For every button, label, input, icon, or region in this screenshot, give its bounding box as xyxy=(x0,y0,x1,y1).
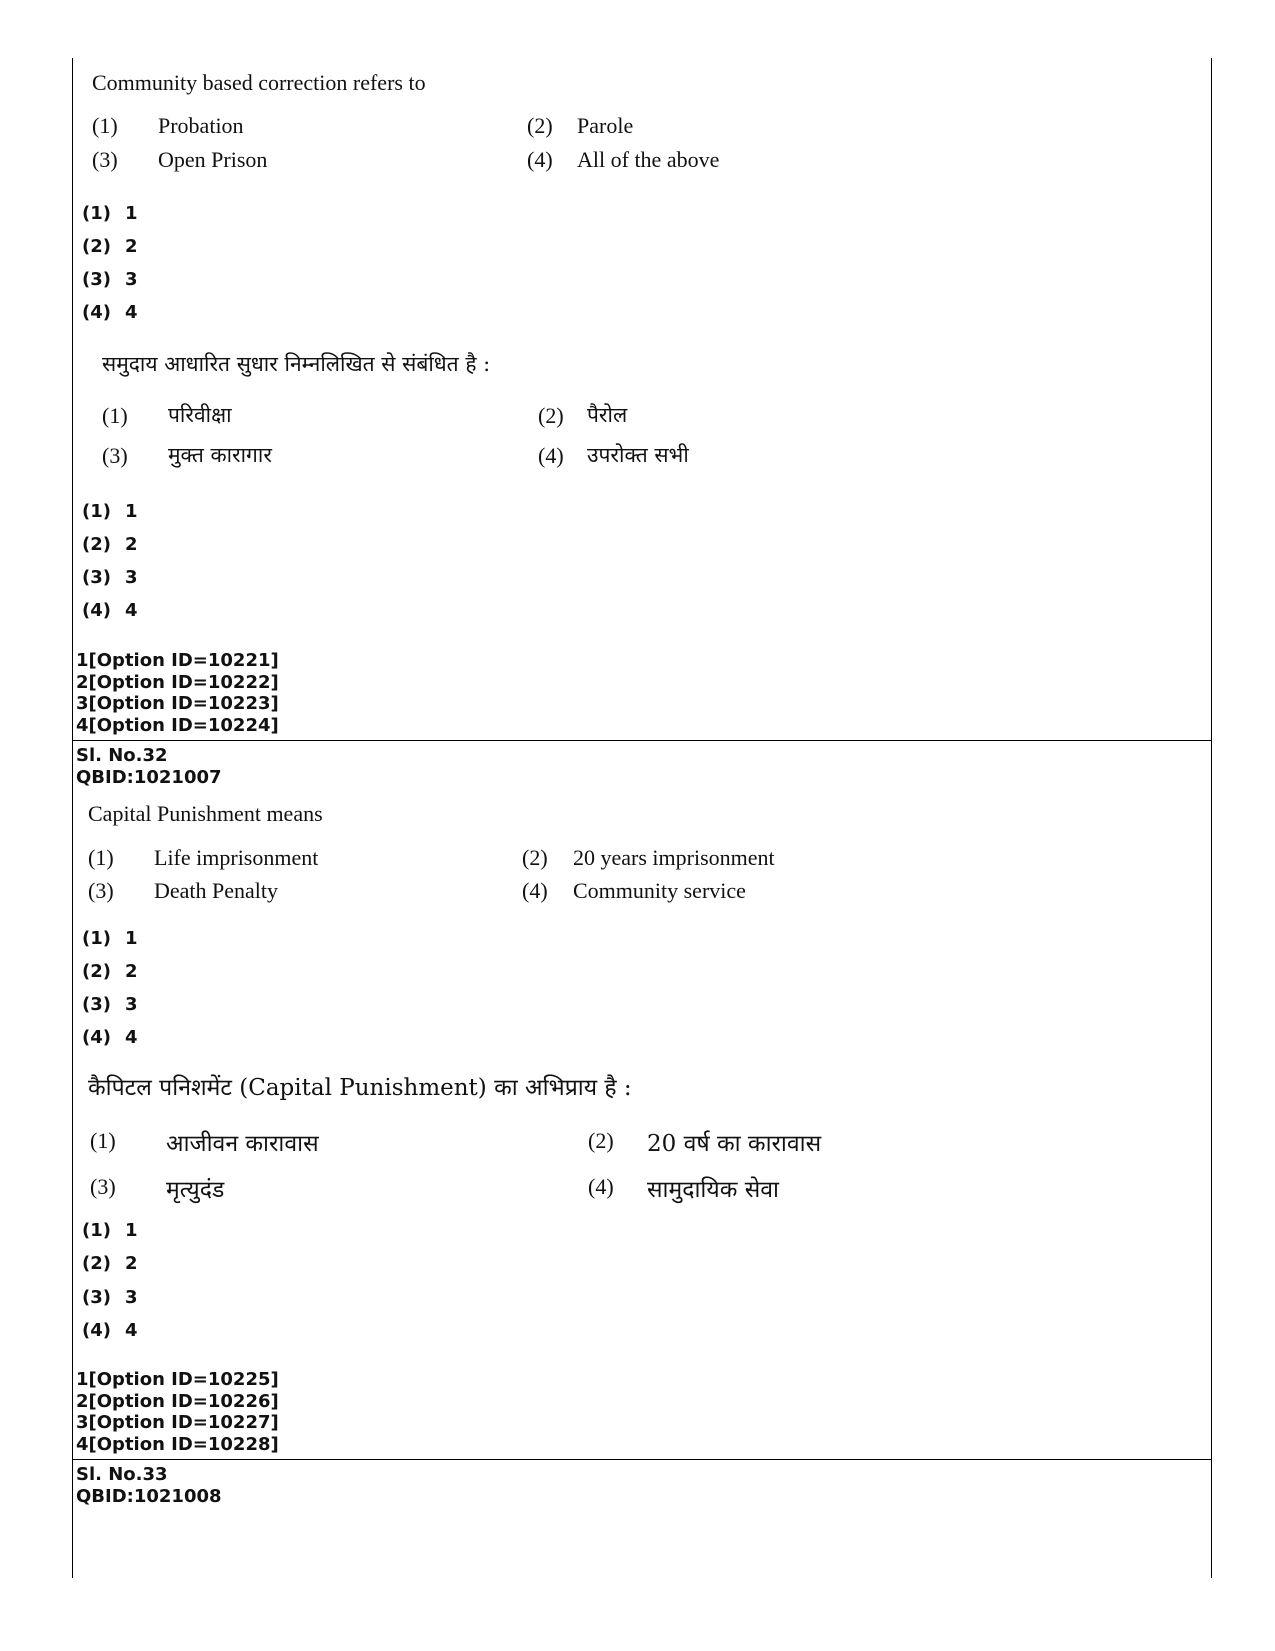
answer-value: 4 xyxy=(124,1027,138,1048)
section-divider xyxy=(72,740,1212,741)
option-text: Probation xyxy=(158,113,244,138)
answer-number: (2) xyxy=(82,1253,111,1274)
answer-choice[interactable] xyxy=(82,236,138,257)
answer-choice[interactable] xyxy=(82,994,138,1015)
option-id-list xyxy=(76,650,279,736)
answer-choice[interactable] xyxy=(82,269,138,290)
answer-number: (1) xyxy=(82,1220,111,1241)
answer-value: 3 xyxy=(124,269,138,290)
answer-choice[interactable] xyxy=(82,1027,138,1048)
answer-number: (3) xyxy=(82,1287,111,1308)
option-text: 20 वर्ष का कारावास xyxy=(647,1131,822,1157)
answer-number: (2) xyxy=(82,534,111,555)
option-number: (2) xyxy=(522,845,548,870)
option-text: उपरोक्त सभी xyxy=(587,443,689,467)
option-number: (2) xyxy=(538,403,564,428)
answer-value: 2 xyxy=(124,1253,138,1274)
option-id-list xyxy=(76,1369,279,1455)
answer-number: (2) xyxy=(82,961,111,982)
option-text: Life imprisonment xyxy=(154,845,319,870)
option-id: 2[Option ID=10222] xyxy=(76,671,279,693)
option-number: (3) xyxy=(88,878,114,903)
option-number: (1) xyxy=(88,845,114,870)
answer-value: 4 xyxy=(124,1320,138,1341)
question-stem-en: Community based correction refers to xyxy=(92,70,426,95)
answer-value: 1 xyxy=(124,1220,138,1241)
qbid: QBID:1021008 xyxy=(76,1485,222,1507)
answer-value: 2 xyxy=(124,961,138,982)
answer-value: 2 xyxy=(124,236,138,257)
option-number: (1) xyxy=(90,1128,116,1153)
option-text: पैरोल xyxy=(587,403,628,427)
option-text: परिवीक्षा xyxy=(168,403,232,427)
answer-choice[interactable] xyxy=(82,1220,138,1241)
answer-value: 3 xyxy=(124,1287,138,1308)
answer-number: (3) xyxy=(82,269,111,290)
option-id: 4[Option ID=10224] xyxy=(76,714,279,736)
option-text: मृत्युदंड xyxy=(166,1177,225,1203)
answer-number: (4) xyxy=(82,600,111,621)
option-id: 3[Option ID=10227] xyxy=(76,1412,279,1433)
answer-number: (4) xyxy=(82,302,111,323)
question-stem-hi: समुदाय आधारित सुधार निम्नलिखित से संबंधित है : xyxy=(102,352,491,376)
serial-number: Sl. No.33 xyxy=(76,1464,168,1485)
answer-value: 3 xyxy=(124,567,138,588)
serial-number: Sl. No.32 xyxy=(76,745,168,766)
answer-value: 4 xyxy=(124,600,138,621)
answer-choice[interactable] xyxy=(82,501,138,522)
answer-number: (1) xyxy=(82,928,111,949)
answer-choice[interactable] xyxy=(82,567,138,588)
option-text: Death Penalty xyxy=(154,878,279,903)
option-text: All of the above xyxy=(577,147,720,172)
answer-value: 2 xyxy=(124,534,138,555)
answer-number: (3) xyxy=(82,994,111,1015)
answer-number: (4) xyxy=(82,1027,111,1048)
option-text: आजीवन कारावास xyxy=(166,1131,319,1157)
option-number: (2) xyxy=(588,1128,614,1153)
answer-choice[interactable] xyxy=(82,302,138,323)
option-number: (4) xyxy=(538,443,564,468)
answer-choice[interactable] xyxy=(82,1253,138,1274)
option-number: (1) xyxy=(102,403,128,428)
answer-choice[interactable] xyxy=(82,1287,138,1308)
option-id: 3[Option ID=10223] xyxy=(76,693,279,714)
question-stem-hi: कैपिटल पनिशमेंट (Capital Punishment) का अभिप्राय है : xyxy=(88,1075,632,1101)
option-number: (1) xyxy=(92,113,118,138)
option-text: Open Prison xyxy=(158,147,268,172)
answer-number: (2) xyxy=(82,236,111,257)
question-header xyxy=(76,745,222,788)
option-text: Community service xyxy=(573,878,746,903)
section-divider xyxy=(72,1459,1212,1460)
answer-choice[interactable] xyxy=(82,534,138,555)
option-number: (4) xyxy=(588,1174,614,1199)
option-id: 4[Option ID=10228] xyxy=(76,1433,279,1455)
option-id: 2[Option ID=10226] xyxy=(76,1390,279,1412)
option-text: मुक्त कारागार xyxy=(168,443,272,467)
answer-number: (1) xyxy=(82,203,111,224)
answer-value: 1 xyxy=(124,203,138,224)
option-number: (3) xyxy=(102,443,128,468)
answer-value: 1 xyxy=(124,928,138,949)
answer-number: (3) xyxy=(82,567,111,588)
option-id: 1[Option ID=10225] xyxy=(76,1369,279,1390)
option-number: (3) xyxy=(92,147,118,172)
option-id: 1[Option ID=10221] xyxy=(76,650,279,671)
answer-number: (1) xyxy=(82,501,111,522)
option-number: (3) xyxy=(90,1174,116,1199)
option-number: (2) xyxy=(527,113,553,138)
answer-choice[interactable] xyxy=(82,928,138,949)
answer-choice[interactable] xyxy=(82,203,138,224)
answer-value: 3 xyxy=(124,994,138,1015)
answer-choice[interactable] xyxy=(82,1320,138,1341)
answer-choice[interactable] xyxy=(82,961,138,982)
option-text: सामुदायिक सेवा xyxy=(647,1177,779,1203)
answer-value: 4 xyxy=(124,302,138,323)
answer-value: 1 xyxy=(124,501,138,522)
qbid: QBID:1021007 xyxy=(76,766,222,788)
option-number: (4) xyxy=(527,147,553,172)
question-stem-en: Capital Punishment means xyxy=(88,801,323,826)
question-header xyxy=(76,1464,222,1507)
option-text: 20 years imprisonment xyxy=(573,845,775,870)
answer-choice[interactable] xyxy=(82,600,138,621)
answer-number: (4) xyxy=(82,1320,111,1341)
option-text: Parole xyxy=(577,113,634,138)
option-number: (4) xyxy=(522,878,548,903)
